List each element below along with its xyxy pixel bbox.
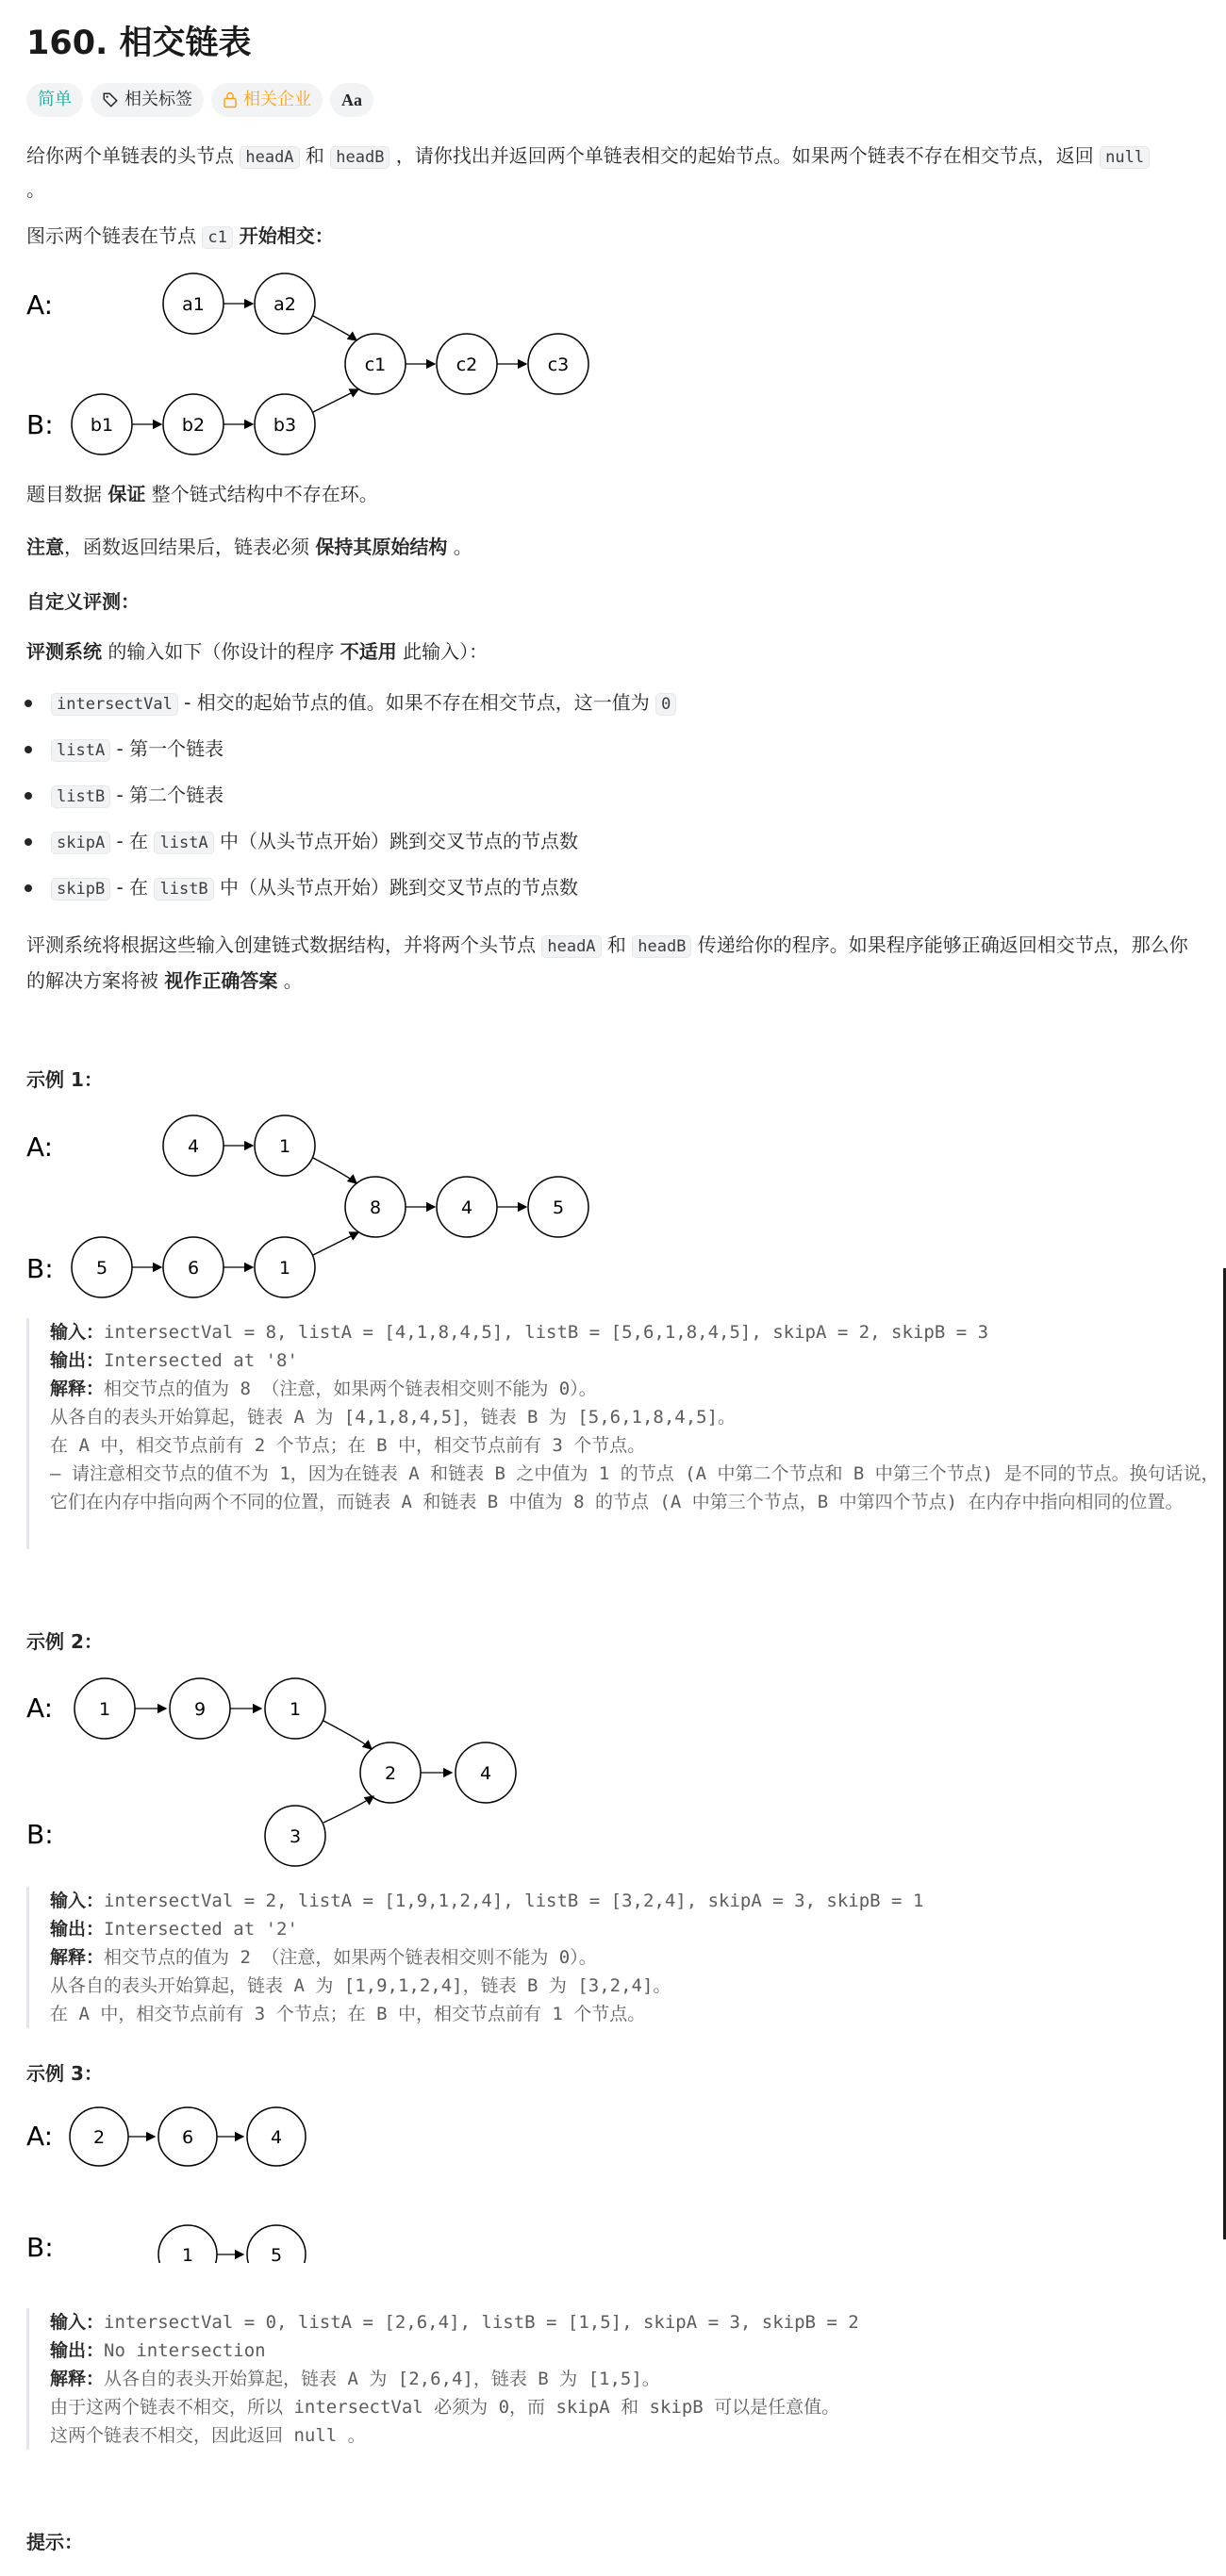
node-b2 — [163, 394, 224, 454]
example-3-diagram — [0, 2103, 377, 2263]
text: 。 — [277, 969, 303, 992]
example-1-diagram — [0, 1113, 622, 1306]
output-value: Intersected at '2' — [104, 1919, 298, 1940]
explanation-line: 在 A 中，相交节点前有 2 个节点；在 B 中，相交节点前有 3 个节点。 — [50, 1435, 646, 1456]
hints-heading: 提示： — [26, 2531, 83, 2553]
code-headb: headB — [330, 146, 389, 169]
svg-text:2: 2 — [92, 2127, 106, 2148]
output-label: 输出： — [50, 1350, 105, 1371]
svg-text:4: 4 — [270, 2127, 283, 2148]
input-value: intersectVal = 0, listA = [2,6,4], listB = [1,5], skipA = 3, skipB = 2 — [104, 2312, 859, 2333]
svg-text:5: 5 — [95, 1258, 108, 1279]
svg-text:1: 1 — [181, 2245, 194, 2263]
description-paragraph-5 — [26, 636, 1196, 668]
text: 题目数据 — [26, 483, 108, 505]
explanation-label: 解释： — [50, 1947, 105, 1968]
label-b: B: — [26, 2232, 54, 2263]
text: ，请你找出并返回两个单链表相交的起始节点。如果两个链表不存在相交节点，返回 — [389, 144, 1101, 167]
custom-judge-heading: 自定义评测： — [26, 590, 140, 613]
text: 整个链式结构中不存在环。 — [145, 483, 378, 505]
svg-text:b3: b3 — [273, 415, 297, 436]
node — [158, 2225, 217, 2263]
node — [255, 1237, 315, 1297]
text-bold: 评测系统 — [26, 640, 102, 663]
node — [72, 1237, 132, 1297]
input-label: 输入： — [50, 1891, 105, 1911]
node — [70, 2107, 128, 2166]
svg-text:4: 4 — [460, 1197, 473, 1218]
svg-text:c3: c3 — [547, 355, 570, 375]
node — [456, 1742, 516, 1803]
code-c1: c1 — [202, 226, 232, 249]
svg-text:b1: b1 — [90, 415, 114, 436]
label-a: A: — [26, 1131, 54, 1163]
input-value: intersectVal = 2, listA = [1,9,1,2,4], listB = [3,2,4], skipA = 3, skipB = 1 — [104, 1891, 924, 1911]
svg-text:1: 1 — [289, 1699, 302, 1720]
node-c1 — [345, 334, 406, 394]
example-1-heading: 示例 1： — [26, 1068, 103, 1091]
text-bold: 注意 — [26, 536, 64, 558]
problem-title: 160. 相交链表 — [26, 25, 252, 62]
font-toggle-button[interactable]: Aa — [330, 83, 373, 117]
text: ，函数返回结果后，链表必须 — [64, 536, 316, 558]
text: 给你两个单链表的头节点 — [26, 144, 240, 167]
node-a1 — [163, 273, 224, 334]
input-value: intersectVal = 8, listA = [4,1,8,4,5], listB = [5,6,1,8,4,5], skipA = 2, skipB = 3 — [104, 1322, 989, 1343]
text: 。 — [26, 178, 45, 201]
explanation-text: 从各自的表头开始算起，链表 A 为 [2,6,4]，链表 B 为 [1,5]。 — [104, 2369, 660, 2389]
tag-bar — [26, 83, 373, 117]
example-2-block — [26, 1887, 1226, 2028]
description-paragraph-3 — [26, 478, 1196, 510]
svg-text:a1: a1 — [182, 294, 205, 315]
svg-text:3: 3 — [289, 1826, 302, 1847]
example-1-block — [26, 1318, 1226, 1549]
node-c3 — [528, 334, 588, 394]
tag-icon — [102, 91, 119, 108]
svg-text:2: 2 — [384, 1763, 397, 1784]
node — [158, 2107, 217, 2166]
node — [265, 1678, 325, 1739]
text: 开始相交： — [232, 224, 334, 247]
example-3-block — [26, 2308, 1226, 2450]
node — [247, 2107, 306, 2166]
example-2-heading: 示例 2： — [26, 1630, 103, 1653]
text-bold: 不适用 — [340, 640, 397, 663]
svg-text:a2: a2 — [273, 294, 296, 315]
node-a2 — [255, 273, 315, 334]
list-item: skipB - 在 listB 中（从头节点开始）跳到交叉节点的节点数 — [26, 873, 578, 903]
node — [170, 1678, 230, 1739]
output-label: 输出： — [50, 2340, 105, 2361]
text: 评测系统将根据这些输入创建链式数据结构，并将两个头节点 — [26, 933, 542, 956]
text-bold: 保证 — [108, 483, 146, 505]
node — [163, 1237, 224, 1297]
text: 和 — [299, 144, 331, 167]
input-label: 输入： — [50, 2312, 105, 2333]
related-tags-label: 相关标签 — [124, 90, 192, 109]
explanation-text: 相交节点的值为 8 （注意，如果两个链表相交则不能为 0）。 — [104, 1379, 597, 1399]
explanation-label: 解释： — [50, 2369, 105, 2389]
node-b3 — [255, 394, 315, 454]
text: 图示两个链表在节点 — [26, 224, 203, 247]
node — [360, 1742, 421, 1803]
text: 此输入）： — [396, 640, 489, 663]
label-a: A: — [26, 2121, 54, 2152]
node — [265, 1806, 325, 1866]
svg-text:5: 5 — [270, 2245, 283, 2263]
svg-text:1: 1 — [278, 1136, 291, 1157]
svg-text:6: 6 — [181, 2127, 194, 2148]
svg-text:1: 1 — [98, 1699, 111, 1720]
code-heada: headA — [240, 146, 299, 169]
list-item: listA - 第一个链表 — [26, 735, 224, 765]
input-label: 输入： — [50, 1322, 105, 1343]
label-b: B: — [26, 1819, 54, 1850]
example-3-heading: 示例 3： — [26, 2062, 103, 2085]
svg-text:b2: b2 — [181, 415, 206, 436]
lock-icon — [223, 91, 238, 108]
svg-text:8: 8 — [369, 1197, 382, 1218]
svg-text:4: 4 — [187, 1136, 200, 1157]
companies-label: 相关企业 — [243, 90, 311, 109]
explanation-line: 从各自的表头开始算起，链表 A 为 [4,1,8,4,5]，链表 B 为 [5,6,1,8,4,5]。 — [50, 1407, 737, 1428]
node — [163, 1115, 224, 1176]
description-paragraph-2 — [26, 220, 1196, 254]
node — [75, 1678, 135, 1739]
node — [528, 1177, 588, 1237]
text: 和 — [601, 933, 633, 956]
svg-text:4: 4 — [479, 1763, 492, 1784]
code-headb: headB — [632, 935, 691, 958]
explanation-line: 从各自的表头开始算起，链表 A 为 [1,9,1,2,4]，链表 B 为 [3,2,4]。 — [50, 1975, 671, 1996]
main-intersection-diagram — [0, 269, 622, 462]
code-null: null — [1100, 146, 1150, 169]
node — [255, 1115, 315, 1176]
input-params-list — [26, 688, 1158, 905]
example-2-diagram — [0, 1674, 566, 1867]
text-bold: 保持其原始结构 — [315, 536, 448, 558]
node-b1 — [72, 394, 132, 454]
description-paragraph-4 — [26, 531, 1196, 563]
svg-text:c2: c2 — [456, 355, 478, 375]
label-a: A: — [26, 289, 54, 321]
description-paragraph-6 — [26, 928, 1196, 998]
text-bold: 视作正确答案 — [164, 969, 278, 992]
explanation-line: 这两个链表不相交，因此返回 null 。 — [50, 2425, 366, 2446]
related-tags-button[interactable] — [91, 83, 204, 117]
label-a: A: — [26, 1693, 54, 1724]
list-item: intersectVal - 相交的起始节点的值。如果不存在相交节点，这一值为 0 — [26, 688, 676, 718]
svg-text:5: 5 — [552, 1197, 565, 1218]
explanation-text: 相交节点的值为 2 （注意，如果两个链表相交则不能为 0）。 — [104, 1947, 597, 1968]
list-item: skipA - 在 listA 中（从头节点开始）跳到交叉节点的节点数 — [26, 827, 578, 857]
explanation-line: 由于这两个链表不相交，所以 intersectVal 必须为 0，而 skipA 和 skipB 可以是任意值。 — [50, 2397, 840, 2418]
svg-text:1: 1 — [278, 1258, 291, 1279]
label-b: B: — [26, 409, 54, 440]
output-value: Intersected at '8' — [104, 1350, 298, 1371]
text: 。 — [447, 536, 472, 558]
text: 的输入如下（你设计的程序 — [102, 640, 340, 663]
node-c2 — [437, 334, 497, 394]
node — [437, 1177, 497, 1237]
label-b: B: — [26, 1253, 54, 1284]
output-value: No intersection — [104, 2340, 266, 2361]
svg-text:6: 6 — [187, 1258, 200, 1279]
description-paragraph-1 — [26, 140, 1196, 206]
node — [345, 1177, 406, 1237]
companies-button[interactable] — [211, 83, 323, 117]
explanation-label: 解释： — [50, 1379, 105, 1399]
difficulty-badge[interactable]: 简单 — [26, 83, 83, 117]
code-heada: headA — [541, 935, 601, 958]
svg-text:9: 9 — [193, 1699, 207, 1720]
svg-text:c1: c1 — [364, 355, 387, 375]
output-label: 输出： — [50, 1919, 105, 1940]
explanation-line: 在 A 中，相交节点前有 3 个节点；在 B 中，相交节点前有 1 个节点。 — [50, 2004, 646, 2024]
text: 传递给你的程序。如果程序能够正确返回相交节点，那么你的解决方案将被 — [26, 933, 1188, 992]
list-item: listB - 第二个链表 — [26, 781, 224, 811]
explanation-line: — 请注意相交节点的值不为 1，因为在链表 A 和链表 B 之中值为 1 的节点 (A 中第二个节点和 B 中第三个节点) 是不同的节点。换句话说，它们在内存中指向两个不同的位置，而链表 A 和链表 B 中值为 8 的节点 (A 中第三个节点，B 中第四个节点) 在内存中指向相同的位置。 — [50, 1463, 1219, 1512]
node — [247, 2225, 306, 2263]
